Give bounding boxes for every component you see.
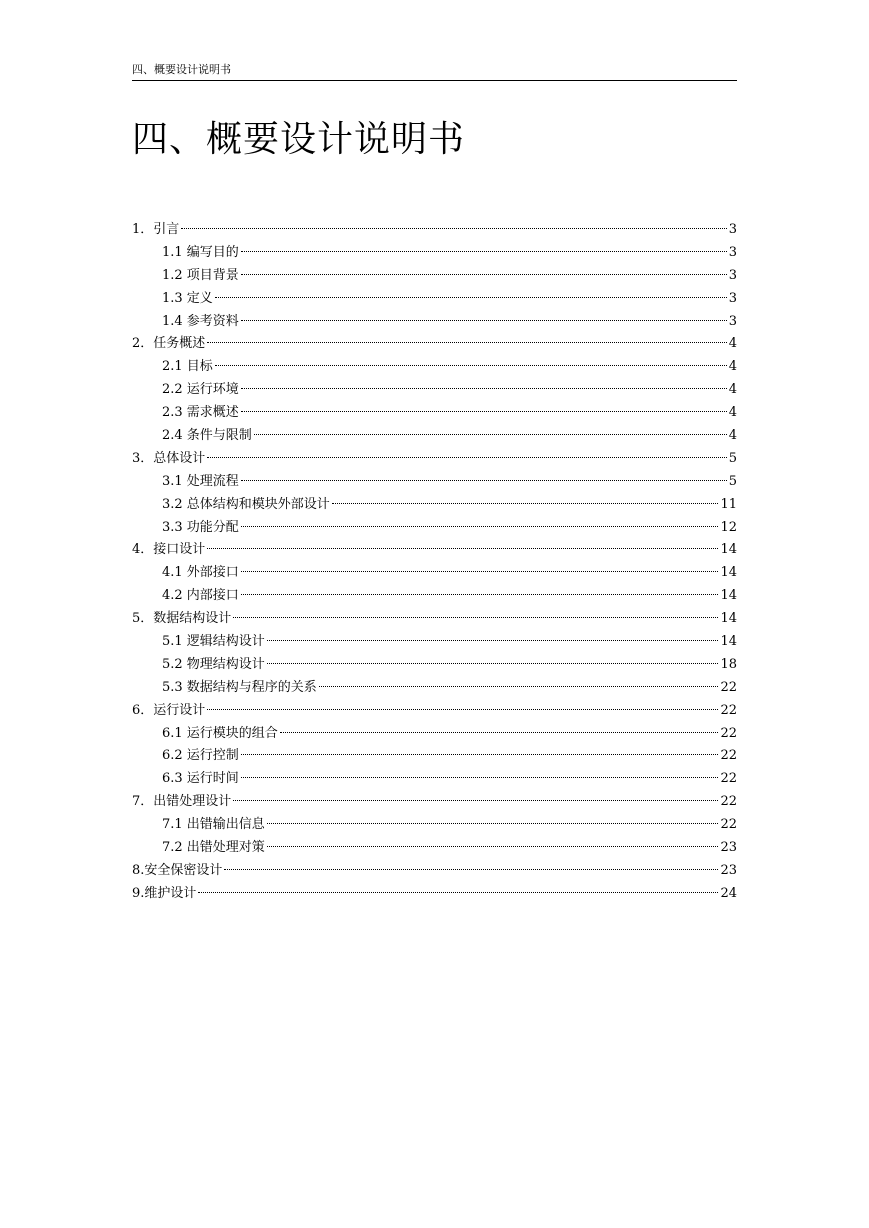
toc-section-entry[interactable]: [132, 883, 737, 906]
toc-section-entry[interactable]: [132, 448, 737, 471]
toc-dot-leader: [241, 777, 719, 778]
toc-dot-leader: [207, 709, 718, 710]
toc-entry-label: 9.维护设计: [132, 885, 197, 901]
toc-subsection-entry[interactable]: [132, 379, 737, 402]
toc-page-number: 11: [720, 496, 737, 512]
toc-entry-label: 2.2 运行环境: [162, 382, 239, 398]
toc-subsection-entry[interactable]: [132, 814, 737, 837]
toc-dot-leader: [241, 754, 719, 755]
toc-dot-leader: [241, 251, 727, 252]
toc-dot-leader: [233, 800, 718, 801]
toc-entry-label: 5.3 数据结构与程序的关系: [162, 679, 317, 695]
toc-page-number: 4: [728, 428, 737, 444]
toc-subsection-entry[interactable]: [132, 745, 737, 768]
toc-subsection-entry[interactable]: [132, 677, 737, 700]
toc-section-entry[interactable]: [132, 539, 737, 562]
toc-subsection-entry[interactable]: [132, 356, 737, 379]
toc-dot-leader: [241, 411, 727, 412]
toc-entry-label: 7．出错处理设计: [132, 794, 232, 810]
toc-page-number: 14: [720, 611, 737, 627]
toc-entry-label: 2．任务概述: [132, 336, 206, 352]
toc-page-number: 22: [720, 748, 737, 764]
toc-section-entry[interactable]: [132, 860, 737, 883]
toc-page-number: 4: [728, 405, 737, 421]
toc-entry-label: 5．数据结构设计: [132, 611, 232, 627]
toc-subsection-entry[interactable]: [132, 494, 737, 517]
toc-page-number: 4: [728, 382, 737, 398]
toc-page-number: 22: [720, 817, 737, 833]
toc-page-number: 3: [728, 244, 737, 260]
toc-entry-label: 5.2 物理结构设计: [162, 656, 265, 672]
toc-page-number: 14: [720, 634, 737, 650]
toc-page-number: 22: [720, 725, 737, 741]
toc-entry-label: 4．接口设计: [132, 542, 206, 558]
toc-page-number: 18: [720, 656, 737, 672]
toc-entry-label: 1.2 项目背景: [162, 267, 239, 283]
toc-page-number: 3: [728, 222, 737, 237]
toc-dot-leader: [241, 320, 727, 321]
toc-entry-label: 1．引言: [132, 222, 180, 237]
toc-entry-label: 7.1 出错输出信息: [162, 817, 265, 833]
toc-dot-leader: [241, 274, 727, 275]
toc-page-number: 12: [720, 519, 737, 535]
toc-section-entry[interactable]: [132, 219, 737, 242]
toc-subsection-entry[interactable]: [132, 654, 737, 677]
toc-dot-leader: [267, 663, 719, 664]
toc-subsection-entry[interactable]: [132, 562, 737, 585]
toc-entry-label: 3．总体设计: [132, 450, 206, 466]
toc-entry-label: 4.2 内部接口: [162, 588, 239, 604]
toc-page-number: 3: [728, 313, 737, 329]
toc-entry-label: 8.安全保密设计: [132, 862, 223, 878]
toc-page-number: 14: [720, 588, 737, 604]
toc-page-number: 14: [720, 565, 737, 581]
toc-dot-leader: [207, 548, 718, 549]
table-of-contents: [132, 219, 737, 906]
toc-subsection-entry[interactable]: [132, 837, 737, 860]
toc-subsection-entry[interactable]: [132, 585, 737, 608]
toc-page-number: 4: [728, 359, 737, 375]
toc-section-entry[interactable]: [132, 333, 737, 356]
toc-dot-leader: [332, 503, 719, 504]
toc-page-number: 5: [728, 450, 737, 466]
toc-page-number: 4: [728, 336, 737, 352]
toc-dot-leader: [207, 457, 726, 458]
toc-dot-leader: [280, 732, 719, 733]
toc-page-number: 24: [720, 885, 737, 901]
toc-section-entry[interactable]: [132, 791, 737, 814]
toc-subsection-entry[interactable]: [132, 517, 737, 540]
toc-subsection-entry[interactable]: [132, 311, 737, 334]
toc-dot-leader: [198, 892, 718, 893]
toc-dot-leader: [241, 480, 727, 481]
toc-subsection-entry[interactable]: [132, 768, 737, 791]
toc-dot-leader: [254, 434, 727, 435]
toc-subsection-entry[interactable]: [132, 425, 737, 448]
running-header: 四、概要设计说明书: [132, 63, 737, 81]
toc-dot-leader: [267, 640, 719, 641]
toc-subsection-entry[interactable]: [132, 402, 737, 425]
toc-dot-leader: [181, 228, 726, 229]
toc-page-number: 22: [720, 771, 737, 787]
toc-dot-leader: [215, 365, 727, 366]
toc-section-entry[interactable]: [132, 608, 737, 631]
toc-dot-leader: [267, 823, 719, 824]
toc-entry-label: 6.2 运行控制: [162, 748, 239, 764]
toc-section-entry[interactable]: [132, 700, 737, 723]
toc-dot-leader: [241, 526, 719, 527]
toc-dot-leader: [267, 846, 719, 847]
toc-dot-leader: [319, 686, 719, 687]
toc-subsection-entry[interactable]: [132, 265, 737, 288]
toc-dot-leader: [233, 617, 718, 618]
toc-page-number: 22: [720, 679, 737, 695]
document-title: 四、概要设计说明书: [132, 119, 466, 160]
toc-entry-label: 2.1 目标: [162, 359, 213, 375]
toc-page-number: 3: [728, 290, 737, 306]
toc-page-number: 5: [728, 473, 737, 489]
toc-entry-label: 1.4 参考资料: [162, 313, 239, 329]
toc-dot-leader: [241, 594, 719, 595]
toc-entry-label: 6．运行设计: [132, 702, 206, 718]
toc-subsection-entry[interactable]: [132, 288, 737, 311]
toc-entry-label: 3.3 功能分配: [162, 519, 239, 535]
toc-subsection-entry[interactable]: [132, 631, 737, 654]
toc-dot-leader: [207, 342, 726, 343]
toc-entry-label: 4.1 外部接口: [162, 565, 239, 581]
toc-page-number: 23: [720, 862, 737, 878]
toc-entry-label: 5.1 逻辑结构设计: [162, 634, 265, 650]
toc-dot-leader: [241, 571, 719, 572]
toc-subsection-entry[interactable]: [132, 242, 737, 265]
toc-entry-label: 6.3 运行时间: [162, 771, 239, 787]
toc-page-number: 3: [728, 267, 737, 283]
toc-entry-label: 2.4 条件与限制: [162, 428, 252, 444]
toc-entry-label: 3.1 处理流程: [162, 473, 239, 489]
toc-entry-label: 3.2 总体结构和模块外部设计: [162, 496, 330, 512]
toc-dot-leader: [241, 388, 727, 389]
toc-page-number: 23: [720, 840, 737, 856]
toc-page-number: 22: [720, 702, 737, 718]
toc-dot-leader: [215, 297, 727, 298]
toc-subsection-entry[interactable]: [132, 471, 737, 494]
toc-entry-label: 2.3 需求概述: [162, 405, 239, 421]
toc-page-number: 22: [720, 794, 737, 810]
toc-entry-label: 1.1 编写目的: [162, 244, 239, 260]
toc-entry-label: 7.2 出错处理对策: [162, 840, 265, 856]
toc-entry-label: 1.3 定义: [162, 290, 213, 306]
toc-dot-leader: [224, 869, 718, 870]
toc-entry-label: 6.1 运行模块的组合: [162, 725, 278, 741]
toc-subsection-entry[interactable]: [132, 723, 737, 746]
toc-page-number: 14: [720, 542, 737, 558]
